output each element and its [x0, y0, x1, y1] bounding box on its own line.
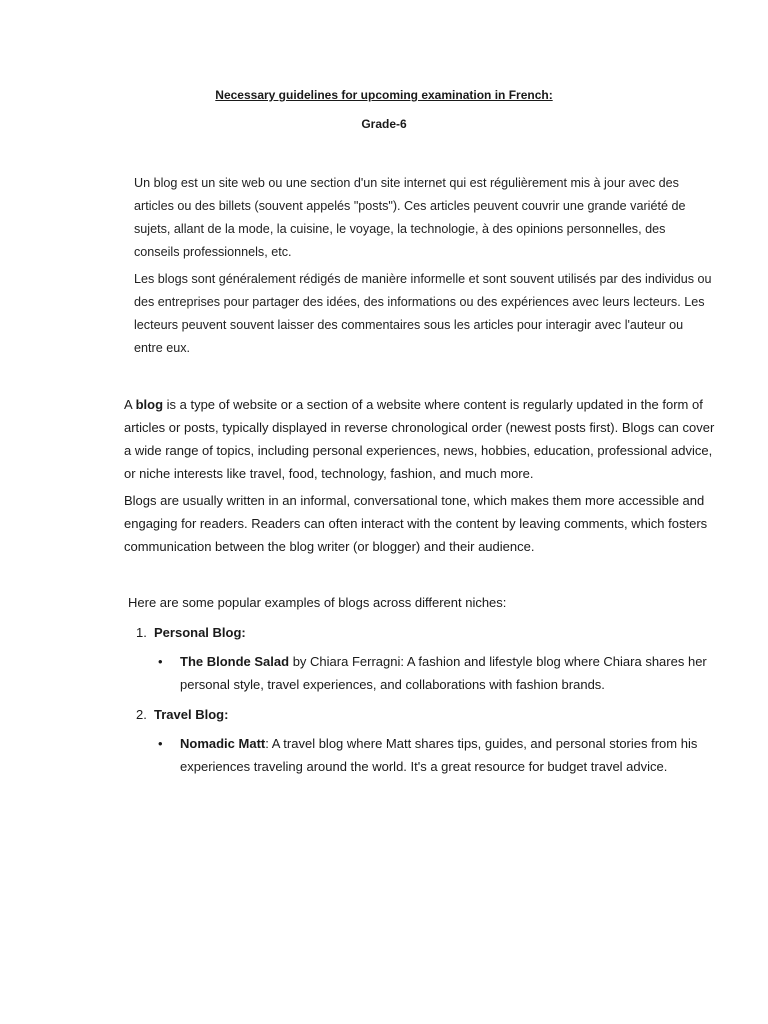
- blog-description: : A travel blog where Matt shares tips, guides, and personal stories from his experiences traveling around the world. It's a great resource for budget travel advice.: [180, 736, 698, 774]
- grade-label: Grade-6: [361, 117, 407, 131]
- blog-description: by Chiara Ferragni: A fashion and lifestyle blog where Chiara shares her personal style, travel experiences, and collaborations with fashion brands.: [180, 654, 707, 692]
- bullet-icon: •: [158, 654, 163, 669]
- english-paragraph-1-prefix: A: [124, 397, 136, 412]
- french-section: [134, 172, 714, 364]
- list-number: 1.: [136, 625, 147, 640]
- french-paragraph-2: Les blogs sont généralement rédigés de manière informelle et sont souvent utilisés par des individus ou des entreprises pour partager des idées, des informations ou des expériences avec leurs lecteurs. Les lecteurs peuvent souvent laisser des commentaires sous les articles pour interagir avec l'auteur ou entre eux.: [134, 272, 712, 355]
- examples-list: [128, 621, 728, 778]
- list-sub-item: [158, 650, 728, 696]
- list-sub-item: [158, 732, 728, 778]
- french-paragraph-1: Un blog est un site web ou une section d'un site internet qui est régulièrement mis à jour avec des articles ou des billets (souvent appelés "posts"). Ces articles peuvent couvrir une grande variété de sujets, allant de la mode, la cuisine, le voyage, la technologie, à des opinions personnelles, des conseils professionnels, etc.: [134, 176, 686, 259]
- blog-term: blog: [135, 397, 164, 412]
- examples-section: [128, 591, 728, 785]
- list-heading-label: Personal Blog:: [154, 625, 246, 640]
- list-heading-label: Travel Blog:: [154, 707, 229, 722]
- list-number: 2.: [136, 707, 147, 722]
- english-paragraph-1-text: is a type of website or a section of a website where content is regularly updated in the form of articles or posts, typically displayed in reverse chronological order (newest posts first). Blogs can cover a wide range of topics, including personal experiences, news, hobbies, education, professional advice, or niche interests like travel, food, technology, fashion, and much more.: [124, 397, 715, 481]
- english-section: [124, 393, 724, 562]
- english-paragraph-2: Blogs are usually written in an informal, conversational tone, which makes them more accessible and engaging for readers. Readers can often interact with the content by leaving comments, which fosters communication between the blog writer (or blogger) and their audience.: [124, 493, 708, 554]
- blog-name: The Blonde Salad: [180, 654, 290, 669]
- list-item-heading: [136, 703, 728, 726]
- list-sub-item-text: [180, 732, 720, 778]
- list-item: [128, 621, 728, 696]
- document-title: Necessary guidelines for upcoming examination in French:: [215, 88, 553, 102]
- examples-intro: Here are some popular examples of blogs across different niches:: [128, 595, 507, 610]
- blog-name: Nomadic Matt: [180, 736, 266, 751]
- list-item: [128, 703, 728, 778]
- english-paragraph-1: [124, 393, 724, 485]
- bullet-icon: •: [158, 736, 163, 751]
- list-sub-item-text: [180, 650, 720, 696]
- list-item-heading: [136, 621, 728, 644]
